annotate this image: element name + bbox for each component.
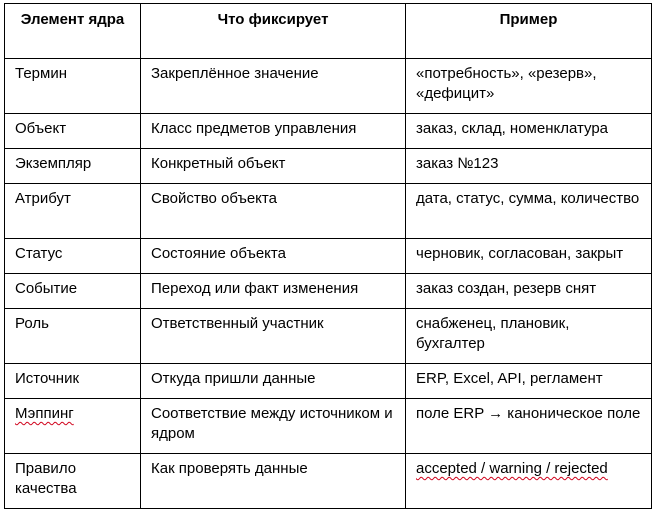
table-header-row: [5, 4, 652, 59]
cell-element: Статус: [5, 239, 141, 274]
table-row: [5, 309, 652, 364]
table-row: [5, 184, 652, 239]
cell-element: Событие: [5, 274, 141, 309]
cell-what-fixes: Закреплённое значение: [141, 59, 406, 114]
cell-example: ERP, Excel, API, регламент: [406, 364, 652, 399]
cell-element: Атрибут: [5, 184, 141, 239]
cell-example: снабженец, плановик, бухгалтер: [406, 309, 652, 364]
table-row: [5, 149, 652, 184]
cell-element: Термин: [5, 59, 141, 114]
core-elements-table: [4, 3, 652, 509]
table-row: [5, 454, 652, 509]
cell-element: [5, 399, 141, 454]
cell-element: Правило качества: [5, 454, 141, 509]
cell-element: Объект: [5, 114, 141, 149]
cell-element: Источник: [5, 364, 141, 399]
cell-example: поле ERP → каноническое поле: [406, 399, 652, 454]
cell-element: Роль: [5, 309, 141, 364]
cell-what-fixes: Соответствие между источником и ядром: [141, 399, 406, 454]
header-element: Элемент ядра: [5, 4, 141, 59]
cell-example: дата, статус, сумма, количество: [406, 184, 652, 239]
header-what-fixes: Что фиксирует: [141, 4, 406, 59]
cell-example: «потребность», «резерв», «дефицит»: [406, 59, 652, 114]
cell-example: черновик, согласован, закрыт: [406, 239, 652, 274]
cell-example: заказ создан, резерв снят: [406, 274, 652, 309]
table-row: [5, 364, 652, 399]
cell-example: [406, 454, 652, 509]
cell-what-fixes: Класс предметов управления: [141, 114, 406, 149]
table-row: [5, 274, 652, 309]
cell-what-fixes: Состояние объекта: [141, 239, 406, 274]
cell-element: Экземпляр: [5, 149, 141, 184]
table-row: [5, 114, 652, 149]
table-row: [5, 399, 652, 454]
spellcheck-phrase: accepted / warning / rejected: [416, 460, 608, 477]
cell-what-fixes: Конкретный объект: [141, 149, 406, 184]
cell-example: заказ №123: [406, 149, 652, 184]
cell-what-fixes: Как проверять данные: [141, 454, 406, 509]
table-row: [5, 59, 652, 114]
header-example: Пример: [406, 4, 652, 59]
text-cursor: [651, 457, 652, 475]
cell-what-fixes: Переход или факт изменения: [141, 274, 406, 309]
cell-what-fixes: Откуда пришли данные: [141, 364, 406, 399]
table-row: [5, 239, 652, 274]
spellcheck-word: Мэппинг: [15, 405, 74, 422]
cell-what-fixes: Свойство объекта: [141, 184, 406, 239]
cell-what-fixes: Ответственный участник: [141, 309, 406, 364]
cell-example: заказ, склад, номенклатура: [406, 114, 652, 149]
